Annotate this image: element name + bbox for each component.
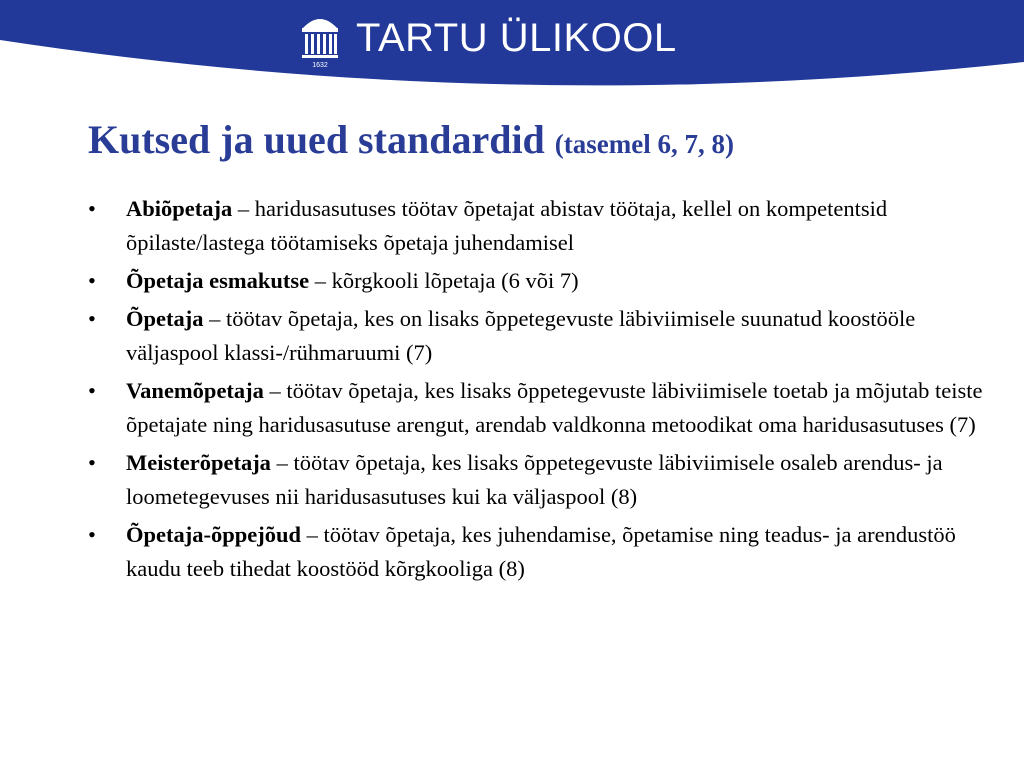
list-item — [88, 518, 998, 586]
list-item-text: – töötav õpetaja, kes lisaks õppetegevuste läbiviimisele toetab ja mõjutab teiste õpetajate ning haridusasutuse arengut, arendab valdkonna metoodikat oma haridusasutuses (7) — [126, 378, 983, 437]
list-item-text: – töötav õpetaja, kes lisaks õppetegevuste läbiviimisele osaleb arendus- ja loometegevuses nii haridusasutuses kui ka väljaspool (8) — [126, 450, 943, 509]
list-item-text: – haridusasutuses töötav õpetajat abistav töötaja, kellel on kompetentsid õpilaste/lastega töötamiseks õpetaja juhendamisel — [126, 196, 888, 255]
slide-title-subtitle: (tasemel 6, 7, 8) — [554, 129, 734, 159]
bullet-icon: • — [88, 378, 96, 403]
list-item-text: – kõrgkooli lõpetaja (6 või 7) — [309, 268, 579, 293]
slide-title — [88, 118, 734, 162]
list-item-text: – töötav õpetaja, kes juhendamise, õpetamise ning teadus- ja arendustöö kaudu teeb tihedat koostööd kõrgkooliga (8) — [126, 522, 956, 581]
list-item — [88, 192, 998, 260]
slide-title-main: Kutsed ja uued standardid — [88, 117, 545, 162]
header-band — [0, 0, 1024, 90]
bullet-list — [88, 192, 998, 590]
bullet-icon: • — [88, 306, 96, 331]
list-item-term: Abiõpetaja — [126, 196, 233, 221]
list-item — [88, 374, 998, 442]
list-item — [88, 264, 998, 298]
university-wordmark: TARTU ÜLIKOOL — [356, 16, 677, 60]
list-item — [88, 302, 998, 370]
bullet-icon: • — [88, 450, 96, 475]
list-item — [88, 446, 998, 514]
list-item-text: – töötav õpetaja, kes on lisaks õppetegevuste läbiviimisele suunatud koostööle väljaspool klassi-/rühmaruumi (7) — [126, 306, 916, 365]
building-emblem-icon — [300, 12, 340, 68]
list-item-term: Õpetaja esmakutse — [126, 268, 310, 293]
list-item-term: Meisterõpetaja — [126, 450, 271, 475]
list-item-term: Õpetaja-õppejõud — [126, 522, 302, 547]
list-item-term: Vanemõpetaja — [126, 378, 264, 403]
emblem-year: 1632 — [312, 62, 328, 68]
bullet-icon: • — [88, 268, 96, 293]
bullet-icon: • — [88, 196, 96, 221]
university-logo — [300, 10, 677, 70]
list-item-term: Õpetaja — [126, 306, 204, 331]
bullet-icon: • — [88, 522, 96, 547]
